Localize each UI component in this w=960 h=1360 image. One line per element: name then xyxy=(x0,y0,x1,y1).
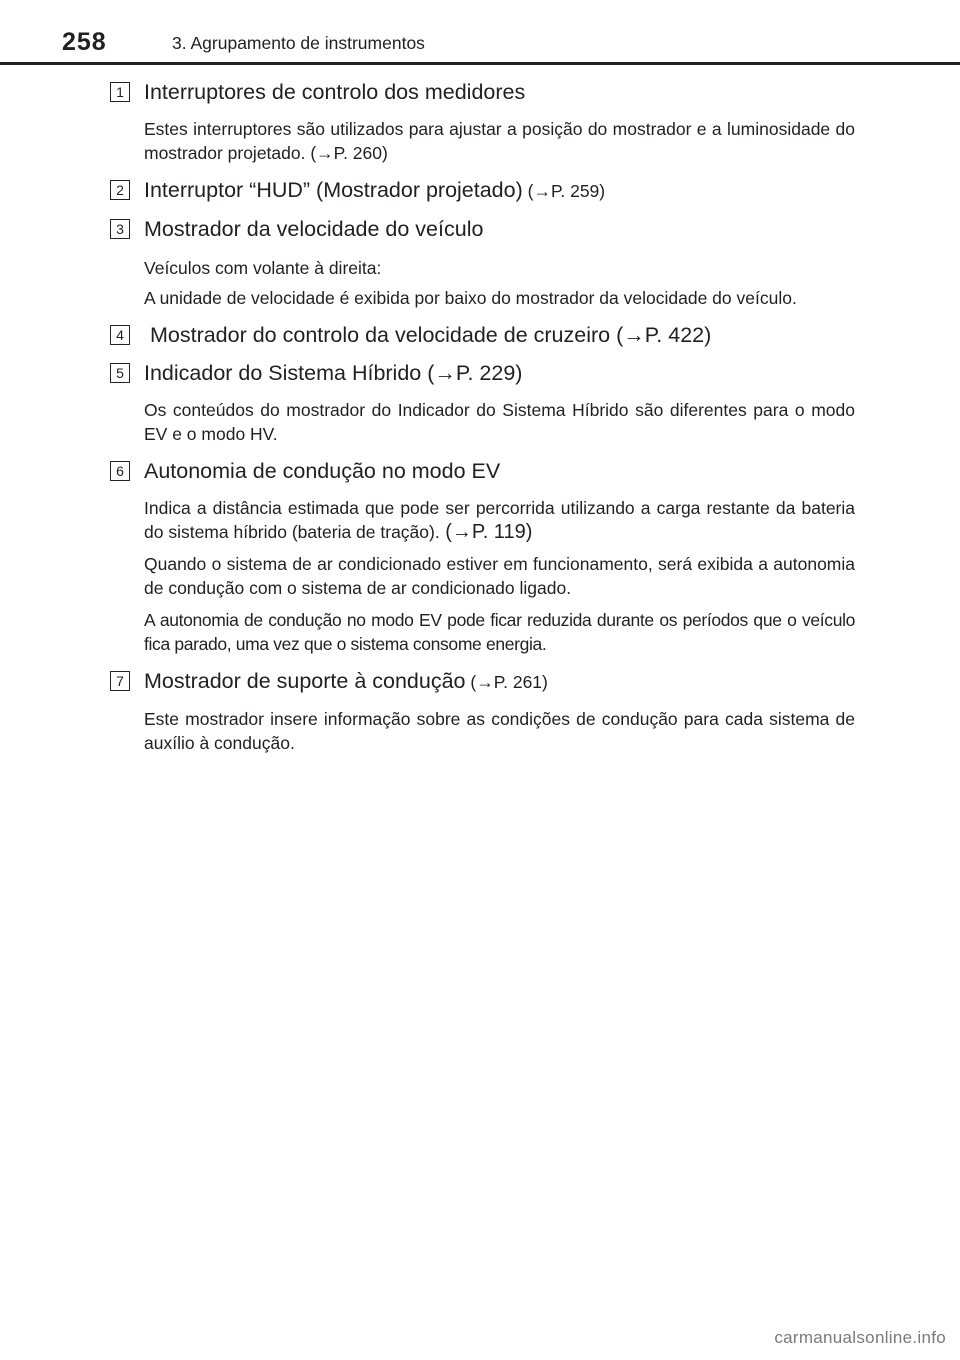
item-title: Indicador do Sistema Híbrido (→P. 229) xyxy=(144,361,523,385)
page-reference: (→P. 261) xyxy=(465,672,548,692)
item-description: Este mostrador insere informação sobre as condições de condução para cada sistema de auxílio à condução. xyxy=(144,709,855,753)
item-number-badge: 4 xyxy=(110,325,130,345)
page-number: 258 xyxy=(62,28,107,56)
item-title xyxy=(144,175,855,206)
item-title: Interruptores de controlo dos medidores xyxy=(144,80,526,104)
item-number-badge: 5 xyxy=(110,363,130,383)
list-item xyxy=(110,214,855,310)
list-item xyxy=(110,77,855,165)
item-description: A autonomia de condução no modo EV pode ficar reduzida durante os períodos que o veículo fica parado, uma vez que o sistema consome energia. xyxy=(144,610,855,654)
item-title-text: Mostrador de suporte à condução xyxy=(144,669,466,693)
page-reference: (→P. 119) xyxy=(439,521,533,543)
page-reference: (→P. 259) xyxy=(522,181,606,201)
item-description: A unidade de velocidade é exibida por baixo do mostrador da velocidade do veículo. xyxy=(144,288,797,308)
list-item xyxy=(110,666,855,755)
item-title: Mostrador do controlo da velocidade de cruzeiro (→P. 422) xyxy=(144,323,712,347)
watermark: carmanualsonline.info xyxy=(774,1328,946,1347)
item-title: Mostrador da velocidade do veículo xyxy=(144,217,484,241)
item-description: Quando o sistema de ar condicionado estiver em funcionamento, será exibida a autonomia de condução com o sistema de ar condicionado ligado. xyxy=(144,554,855,598)
item-description: Estes interruptores são utilizados para ajustar a posição do mostrador e a luminosidade do mostrador projetado. (→P. 260) xyxy=(144,119,855,163)
item-description-text: Indica a distância estimada que pode ser percorrida utilizando a carga restante da bateria do sistema híbrido (bateria de tração). xyxy=(144,498,855,542)
item-title: Autonomia de condução no modo EV xyxy=(144,459,501,483)
item-description: Veículos com volante à direita: xyxy=(144,258,382,278)
item-number-badge: 1 xyxy=(110,82,130,102)
item-number-badge: 7 xyxy=(110,671,130,691)
list-item xyxy=(110,358,855,446)
list-item xyxy=(110,175,855,206)
item-description: Os conteúdos do mostrador do Indicador do Sistema Híbrido são diferentes para o modo EV e o modo HV. xyxy=(144,400,855,444)
item-title xyxy=(144,666,855,697)
item-number-badge: 2 xyxy=(110,180,130,200)
content xyxy=(110,77,855,755)
chapter-title: 3. Agrupamento de instrumentos xyxy=(172,33,425,53)
list-item xyxy=(110,456,855,656)
item-description xyxy=(144,496,855,544)
item-title-text: Interruptor “HUD” (Mostrador projetado) xyxy=(144,178,523,202)
list-item xyxy=(110,320,855,350)
item-number-badge: 3 xyxy=(110,219,130,239)
header-rule xyxy=(0,62,960,65)
item-number-badge: 6 xyxy=(110,461,130,481)
